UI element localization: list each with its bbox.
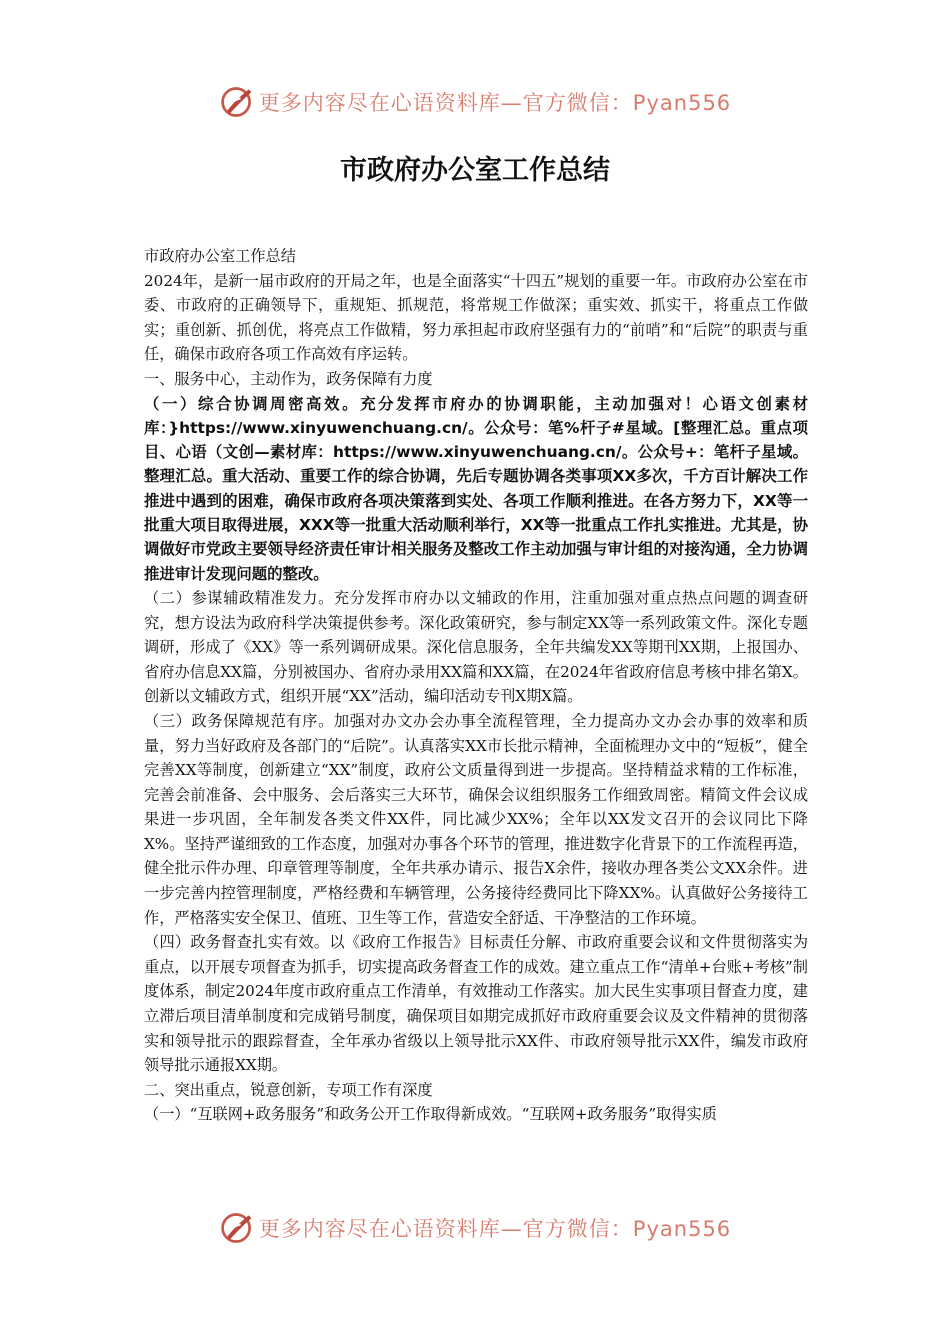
paragraph-coordination: （一）综合协调周密高效。充分发挥市府办的协调职能，主动加强对！心语文创素材库：}https://www.xinyuwenchuang.cn/。公众号：笔%杆子#星域。[整理汇总。重点项目、心语（文创—素材库：https://www.xinyuwenchuang.cn/。公众号+：笔杆子星域。整理汇总。重大活动、重要工作的综合协调，先后专题协调各类事项XX多次，千方百计解决工作推进中遇到的困难，确保市政府各项决策落到实处、各项工作顺利推进。在各方努力下，XX等一批重大项目取得进展，XXX等一批重大活动顺利举行，XX等一批重点工作扎实推进。尤其是，协调做好市党政主要领导经济责任审计相关服务及整改工作主动加强与审计组的对接沟通，全力协调推进审计发现问题的整改。 xyxy=(144,394,808,583)
watermark-text: 更多内容尽在心语资料库—官方微信：Pyan556 xyxy=(258,1217,732,1241)
subtitle-line: 市政府办公室工作总结 xyxy=(144,247,296,265)
intro-paragraph: 2024年，是新一届市政府的开局之年，也是全面落实“十四五”规划的重要一年。市政府办公室在市委、市政府的正确领导下，重规矩、抓规范，将常规工作做深；重实效、抓实干，将重点工作做实；重创新、抓创优，将亮点工作做精，努力承担起市政府坚强有力的“前哨”和“后院”的职责与重任，确保市政府各项工作高效有序运转。 xyxy=(144,271,808,364)
watermark-banner-bottom xyxy=(0,1208,950,1248)
paragraph-internet-services: （一）“互联网+政务服务”和政务公开工作取得新成效。“互联网+政务服务”取得实质 xyxy=(144,1105,717,1124)
brush-logo-icon xyxy=(219,84,255,120)
section-heading-2: 二、突出重点，锐意创新，专项工作有深度 xyxy=(144,1080,433,1099)
watermark-text: 更多内容尽在心语资料库—官方微信：Pyan556 xyxy=(258,91,732,115)
section-heading-1: 一、服务中心，主动作为，政务保障有力度 xyxy=(144,369,433,388)
document-body xyxy=(144,244,808,1127)
brush-logo-icon xyxy=(219,1210,255,1246)
paragraph-support: （三）政务保障规范有序。加强对办文办会办事全流程管理，全力提高办文办会办事的效率和质量，努力当好政府及各部门的“后院”。认真落实XX市长批示精神，全面梳理办文中的“短板”，健全完善XX等制度，创新建立“XX”制度，政府公文质量得到进一步提高。坚持精益求精的工作标准，完善会前准备、会中服务、会后落实三大环节，确保会议组织服务工作细致周密。精简文件会议成果进一步巩固，全年制发各类文件XX件，同比减少XX%；全年以XX发文召开的会议同比下降X%。坚持严谨细致的工作态度，加强对办事各个环节的管理，推进数字化背景下的工作流程再造，健全批示件办理、印章管理等制度，全年共承办请示、报告X余件，接收办理各类公文XX余件。进一步完善内控管理制度，严格经费和车辆管理，公务接待经费同比下降XX%。认真做好公务接待工作，严格落实安全保卫、值班、卫生等工作，营造安全舒适、干净整洁的工作环境。 xyxy=(144,711,808,927)
paragraph-advisory: （二）参谋辅政精准发力。充分发挥市府办以文辅政的作用，注重加强对重点热点问题的调查研究，想方设法为政府科学决策提供参考。深化政策研究，参与制定XX等一系列政策文件。深化专题调研，形成了《XX》等一系列调研成果。深化信息服务，全年共编发XX等期刊XX期，上报国办、省府办信息XX篇，分别被国办、省府办录用XX篇和XX篇，在2024年省政府信息考核中排名第X。创新以文辅政方式，组织开展“XX”活动，编印活动专刊X期X篇。 xyxy=(144,588,808,706)
paragraph-supervision: （四）政务督查扎实有效。以《政府工作报告》目标责任分解、市政府重要会议和文件贯彻落实为重点，以开展专项督查为抓手，切实提高政务督查工作的成效。建立重点工作“清单+台账+考核”制度体系，制定2024年度市政府重点工作清单，有效推动工作落实。加大民生实事项目督查力度，建立滞后项目清单制度和完成销号制度，确保项目如期完成抓好市政府重要会议及文件精神的贯彻落实和领导批示的跟踪督查，全年承办省级以上领导批示XX件、市政府领导批示XX件，编发市政府领导批示通报XX期。 xyxy=(144,933,808,1075)
watermark-banner-top xyxy=(0,82,950,122)
document-title: 市政府办公室工作总结 xyxy=(340,155,610,186)
